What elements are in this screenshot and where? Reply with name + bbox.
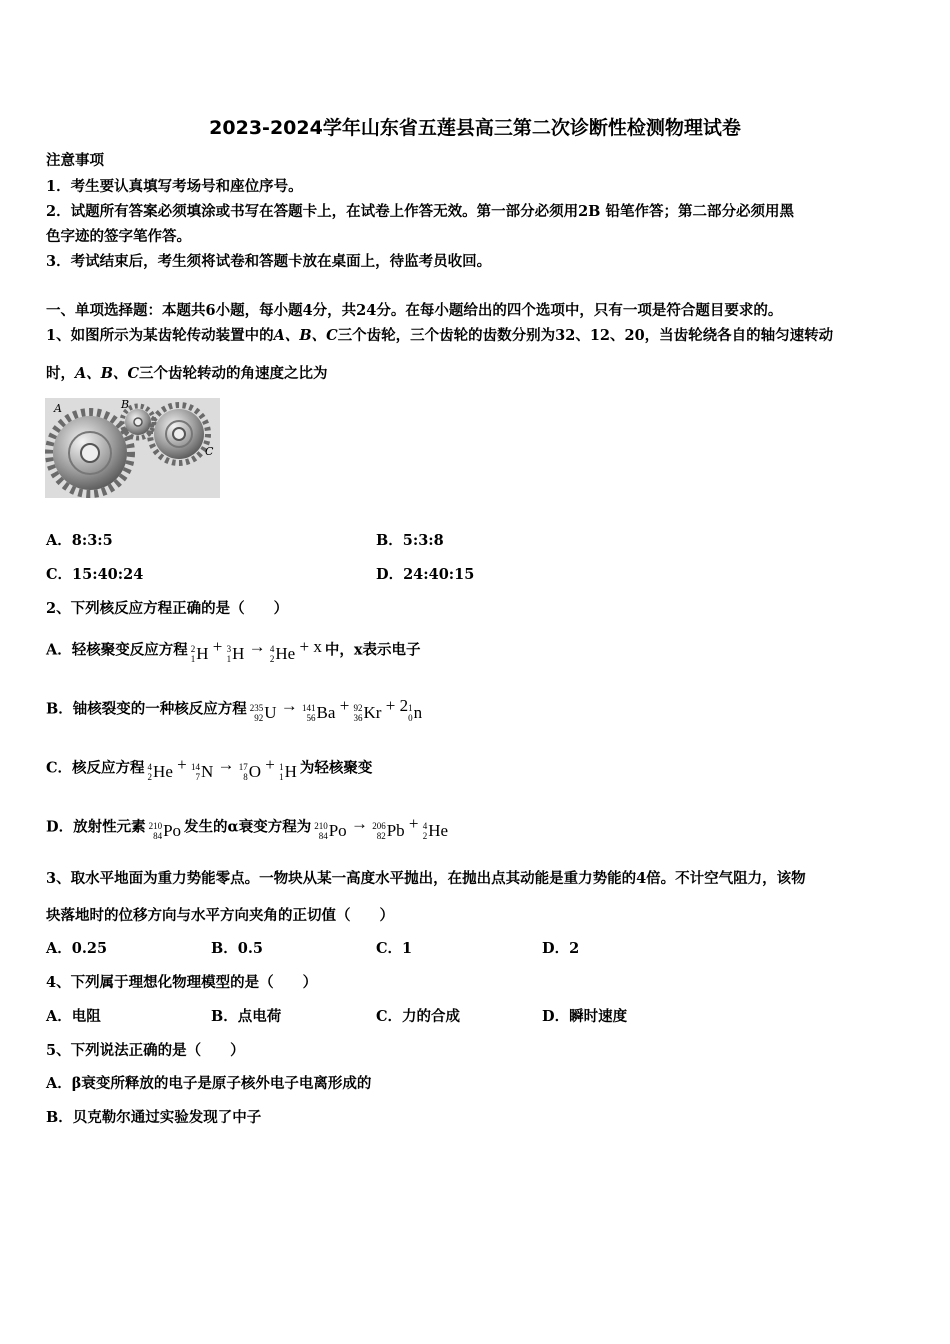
q2-option-d[interactable]: D．放射性元素 210 84 Po 发生的α衰变方程为 210 84 Po → 206 82 Pb + 4 2 He	[46, 814, 449, 841]
q1-option-c[interactable]: C．15:40:24	[46, 566, 144, 583]
q4-option-d[interactable]: D．瞬时速度	[542, 1008, 628, 1025]
q2-option-b[interactable]: B．铀核裂变的一种核反应方程 235 92 U → 141 56 Ba + 92 36 Kr + 2 1 0 n	[46, 696, 423, 723]
notice-item: 1．考生要认真填写考场号和座位序号。	[46, 178, 303, 195]
equation-c: 4 2 He + 14 7 N → 17 8 O + 1 1 H	[147, 755, 297, 782]
equation-b: 235 92 U → 141 56 Ba + 92 36 Kr + 2 1 0 n	[249, 696, 423, 723]
q1-option-b[interactable]: B．5:3:8	[376, 532, 444, 549]
gear-a-icon	[49, 412, 131, 494]
q5-option-b[interactable]: B．贝克勒尔通过实验发现了中子	[46, 1109, 262, 1126]
notice-heading: 注意事项	[46, 152, 104, 169]
gear-label-c: C	[205, 445, 214, 458]
q4-option-a[interactable]: A．电阻	[46, 1008, 101, 1025]
q3-option-d[interactable]: D．2	[542, 940, 580, 957]
gear-label-a: A	[54, 402, 62, 415]
question-4-stem: 4、下列属于理想化物理模型的是（ ）	[46, 974, 318, 991]
page-title: 2023-2024学年山东省五莲县高三第二次诊断性检测物理试卷	[209, 117, 741, 139]
q4-option-b[interactable]: B．点电荷	[211, 1008, 282, 1025]
q3-option-a[interactable]: A．0.25	[46, 940, 108, 957]
section-heading: 一、单项选择题：本题共6小题，每小题4分，共24分。在每小题给出的四个选项中，只有一项是符合题目要求的。	[46, 302, 783, 319]
question-5-stem: 5、下列说法正确的是（ ）	[46, 1042, 245, 1059]
q5-option-a[interactable]: A．β衰变所释放的电子是原子核外电子电离形成的	[46, 1075, 372, 1092]
q2-option-a[interactable]: A．轻核聚变反应方程 2 1 H + 3 1 H → 4 2 He + x 中，x表示电子	[46, 637, 421, 664]
question-3-stem: 3、取水平地面为重力势能零点。一物块从某一高度水平抛出，在抛出点其动能是重力势能的4倍。不计空气阻力，该物	[46, 870, 806, 887]
gear-c-icon	[150, 405, 208, 463]
equation-d-element: 210 84 Po	[148, 821, 182, 841]
q3-option-b[interactable]: B．0.5	[211, 940, 263, 957]
gear-names: A、B、C	[273, 327, 338, 344]
question-3-stem-cont: 块落地时的位移方向与水平方向夹角的正切值（ ）	[46, 907, 394, 924]
q4-option-c[interactable]: C．力的合成	[376, 1008, 461, 1025]
notice-item: 3．考试结束后，考生须将试卷和答题卡放在桌面上，待监考员收回。	[46, 253, 492, 270]
question-1-stem-cont: 时，A、B、C三个齿轮转动的角速度之比为	[46, 365, 328, 382]
gear-label-b: B	[121, 398, 130, 411]
notice-item: 2．试题所有答案必须填涂或书写在答题卡上，在试卷上作答无效。第一部分必须用2B 铅笔作答；第二部分必须用黑	[46, 203, 794, 220]
q1-option-d[interactable]: D．24:40:15	[376, 566, 475, 583]
question-2-stem: 2、下列核反应方程正确的是（ ）	[46, 600, 289, 617]
equation-d: 210 84 Po → 206 82 Pb + 4 2 He	[314, 814, 449, 841]
q3-option-c[interactable]: C．1	[376, 940, 413, 957]
equation-a: 2 1 H + 3 1 H → 4 2 He + x	[190, 637, 322, 664]
q1-option-a[interactable]: A．8:3:5	[46, 532, 113, 549]
question-1-stem: 1、如图所示为某齿轮传动装置中的A、B、C三个齿轮，三个齿轮的齿数分别为32、12、20，当齿轮绕各自的轴匀速转动	[46, 327, 834, 344]
gear-figure	[45, 398, 220, 498]
q2-option-c[interactable]: C．核反应方程 4 2 He + 14 7 N → 17 8 O + 1 1 H 为轻核聚变	[46, 755, 373, 782]
notice-item: 色字迹的签字笔作答。	[46, 228, 191, 245]
